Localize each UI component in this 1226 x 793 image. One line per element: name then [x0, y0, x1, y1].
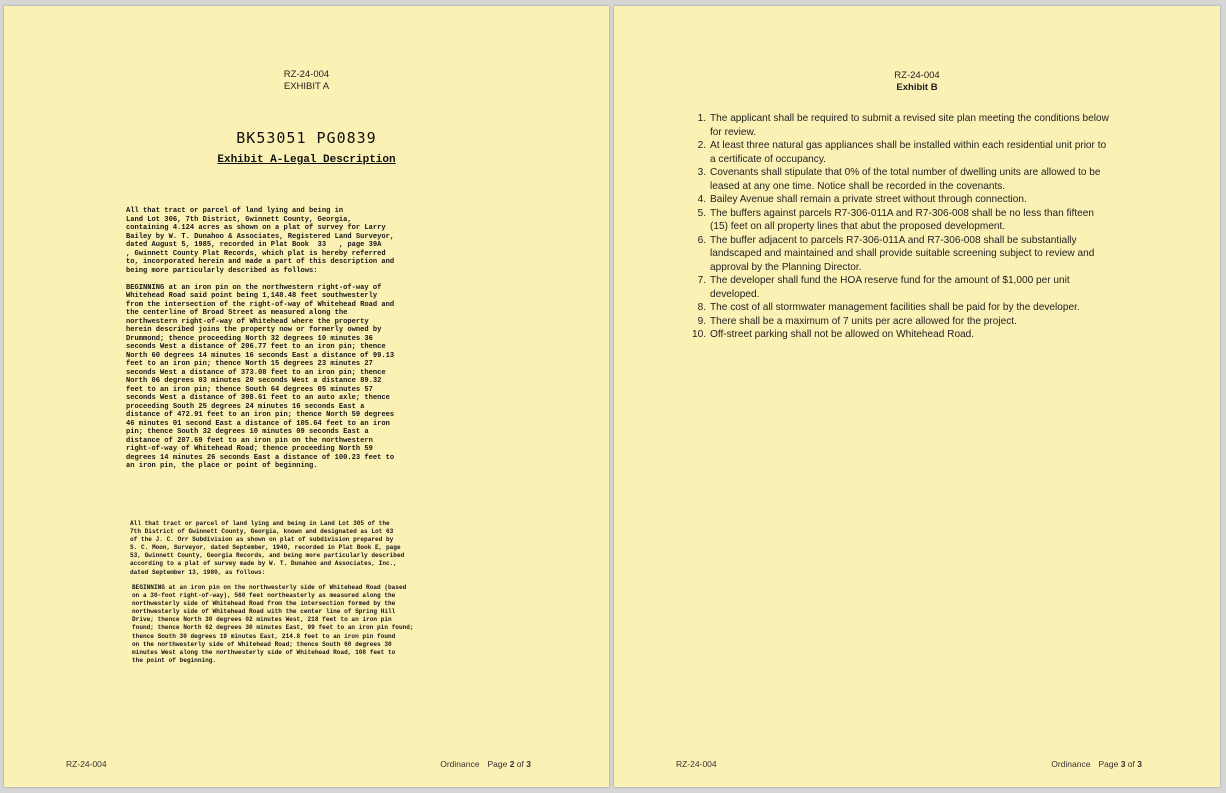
condition-text: Bailey Avenue shall remain a private street without through connection. [710, 194, 1027, 205]
footer-label: Ordinance [440, 759, 480, 769]
condition-number: 9 . [692, 315, 706, 329]
condition-number: 10 . [692, 328, 706, 342]
document-page-3 [614, 6, 1220, 787]
condition-item [692, 139, 1114, 166]
condition-item [692, 274, 1114, 301]
condition-number: 4 . [692, 193, 706, 207]
conditions-list [692, 112, 1114, 342]
page-header [4, 69, 609, 93]
legal-description-tract-2: All that tract or parcel of land lying and being in Land Lot 305 of the 7th District of Gwinnett County, Georgia, known and designated as Lot 63 of the J. C. Orr Subdivision as shown on plat of subdivision prepared by S. C. Moon, Surveyor, dated September, 1940, recorded in Plat Book E, page 53, Gwinnett County, Georgia Records, and being more particularly described according to a plat of survey made by W. T. Dunahoo and Associates, Inc., dated September 13, 1980, as follows: [130, 520, 405, 576]
footer-page-number: 3 [1120, 759, 1126, 769]
exhibit-label: Exhibit B [896, 82, 938, 93]
footer-page-of: of [516, 759, 524, 769]
footer-page-number: 2 [509, 759, 515, 769]
footer-page-prefix: Page [1098, 759, 1119, 769]
footer-page-prefix: Page [487, 759, 508, 769]
exhibit-label: EXHIBIT A [283, 81, 330, 92]
document-page-2 [4, 6, 609, 787]
condition-item [692, 112, 1114, 139]
condition-text: The developer shall fund the HOA reserve fund for the amount of $1,000 per unit developed. [710, 275, 1070, 300]
condition-number: 5 . [692, 207, 706, 221]
legal-description-tract-2-metes: BEGINNING at an iron pin on the northwesterly side of Whitehead Road (based on a 30-foot right-of-way), 560 feet northeasterly as measured along the northwesterly side of Whitehead Road from the intersection formed by the northwesterly side of Whitehead Road with the center line of Spring Hill Drive; thence North 30 degrees 02 minutes West, 218 feet to an iron pin found; thence North 62 degrees 30 minutes East, 99 feet to an iron pin found; thence South 30 degrees 19 minutes East, 214.8 feet to an iron pin found on the northwesterly side of Whitehead Road; thence South 60 degrees 30 minutes West along the northwesterly side of Whitehead Road, 108 feet to the point of beginning. [132, 584, 414, 664]
exhibit-title: Exhibit A-Legal Description [217, 154, 396, 166]
condition-text: At least three natural gas appliances shall be installed within each residential unit prior to a certificate of occupancy. [710, 140, 1107, 165]
condition-item [692, 315, 1114, 329]
condition-number: 6 . [692, 234, 706, 248]
condition-item [692, 328, 1114, 342]
case-number: RZ-24-004 [283, 69, 330, 80]
condition-item [692, 193, 1114, 207]
condition-text: Off-street parking shall not be allowed on Whitehead Road. [710, 329, 975, 340]
condition-item [692, 234, 1114, 275]
footer-label: Ordinance [1051, 759, 1091, 769]
condition-text: The buffers against parcels R7-306-011A and R7-306-008 shall be no less than fifteen (15) feet on all property lines that abut the proposed development. [710, 207, 1094, 232]
footer-case-number: RZ-24-004 [676, 759, 717, 769]
condition-number: 1 . [692, 112, 706, 126]
condition-item [692, 166, 1114, 193]
condition-text: The buffer adjacent to parcels R7-306-011A and R7-306-008 shall be substantially landscaped and maintained and shall provide suitable screening subject to review and approval by the Planning Director. [710, 234, 1095, 273]
footer-page-of: of [1127, 759, 1135, 769]
footer-page-total: 3 [1137, 759, 1142, 769]
condition-text: Covenants shall stipulate that 0% of the total number of dwelling units are allowed to be leased at any one time. Notice shall be recorded in the covenants. [710, 167, 1101, 192]
footer-page-info [1051, 759, 1142, 769]
condition-text: The cost of all stormwater management facilities shall be paid for by the developer. [710, 302, 1080, 313]
condition-item [692, 301, 1114, 315]
case-number: RZ-24-004 [894, 70, 940, 81]
legal-description-tract-1: All that tract or parcel of land lying and being in Land Lot 306, 7th District, Gwinnett County, Georgia, containing 4.124 acres as shown on a plat of survey for Larry Bailey by W. T. Dunahoo & Associates, Registered Land Surveyor, dated August 5, 1985, recorded in Plat Book 33 , page 39A , Gwinnett County Plat Records, which plat is hereby referred to, incorporated herein and made a part of this description and being more particularly described as follows: BEGINNING at an iron pin on the northwestern right-of-way of Whitehead Road said point being 1,148.48 feet southwesterly from the intersection of the right-of-way of Whitehead Road and the centerline of Broad Street as measured along the northwestern right-of-way of Whitehead where the property herein described joins the property now or formerly owned by Drummond; thence proceeding North 32 degrees 10 minutes 36 seconds West a distance of 206.77 feet to an iron pin; thence North 60 degrees 14 minutes 16 seconds East a distance of 99.13 feet to an iron pin; thence North 15 degrees 23 minutes 27 seconds West a distance of 373.08 feet to an iron pin; thence North 06 degrees 03 minutes 20 seconds West a distance 89.32 feet to an iron pin; thence South 64 degrees 05 minutes 57 seconds West a distance of 398.61 feet to an auto axle; thence proceeding South 25 degrees 24 minutes 16 seconds East a distance of 472.91 feet to an iron pin; thence North 59 degrees 46 minutes 01 second East a distance of 105.64 feet to an iron pin; thence South 32 degrees 10 minutes 09 seconds East a distance of 207.69 feet to an iron pin on the northwestern right-of-way of Whitehead Road; thence proceeding North 59 degrees 14 minutes 26 seconds East a distance of 100.23 feet to an iron pin, the place or point of beginning. [126, 207, 395, 470]
condition-text: The applicant shall be required to submit a revised site plan meeting the conditions below for review. [710, 113, 1109, 138]
condition-number: 2 . [692, 139, 706, 153]
condition-text: There shall be a maximum of 7 units per acre allowed for the project. [710, 315, 1017, 327]
footer-page-total: 3 [526, 759, 531, 769]
book-page-stamp: BK53051 PG0839 [236, 129, 377, 147]
footer-case-number: RZ-24-004 [66, 759, 107, 769]
condition-number: 8 . [692, 301, 706, 315]
condition-number: 7 . [692, 274, 706, 288]
condition-number: 3 . [692, 166, 706, 180]
condition-item [692, 207, 1114, 234]
footer-page-info [440, 759, 531, 769]
page-header [614, 70, 1220, 94]
